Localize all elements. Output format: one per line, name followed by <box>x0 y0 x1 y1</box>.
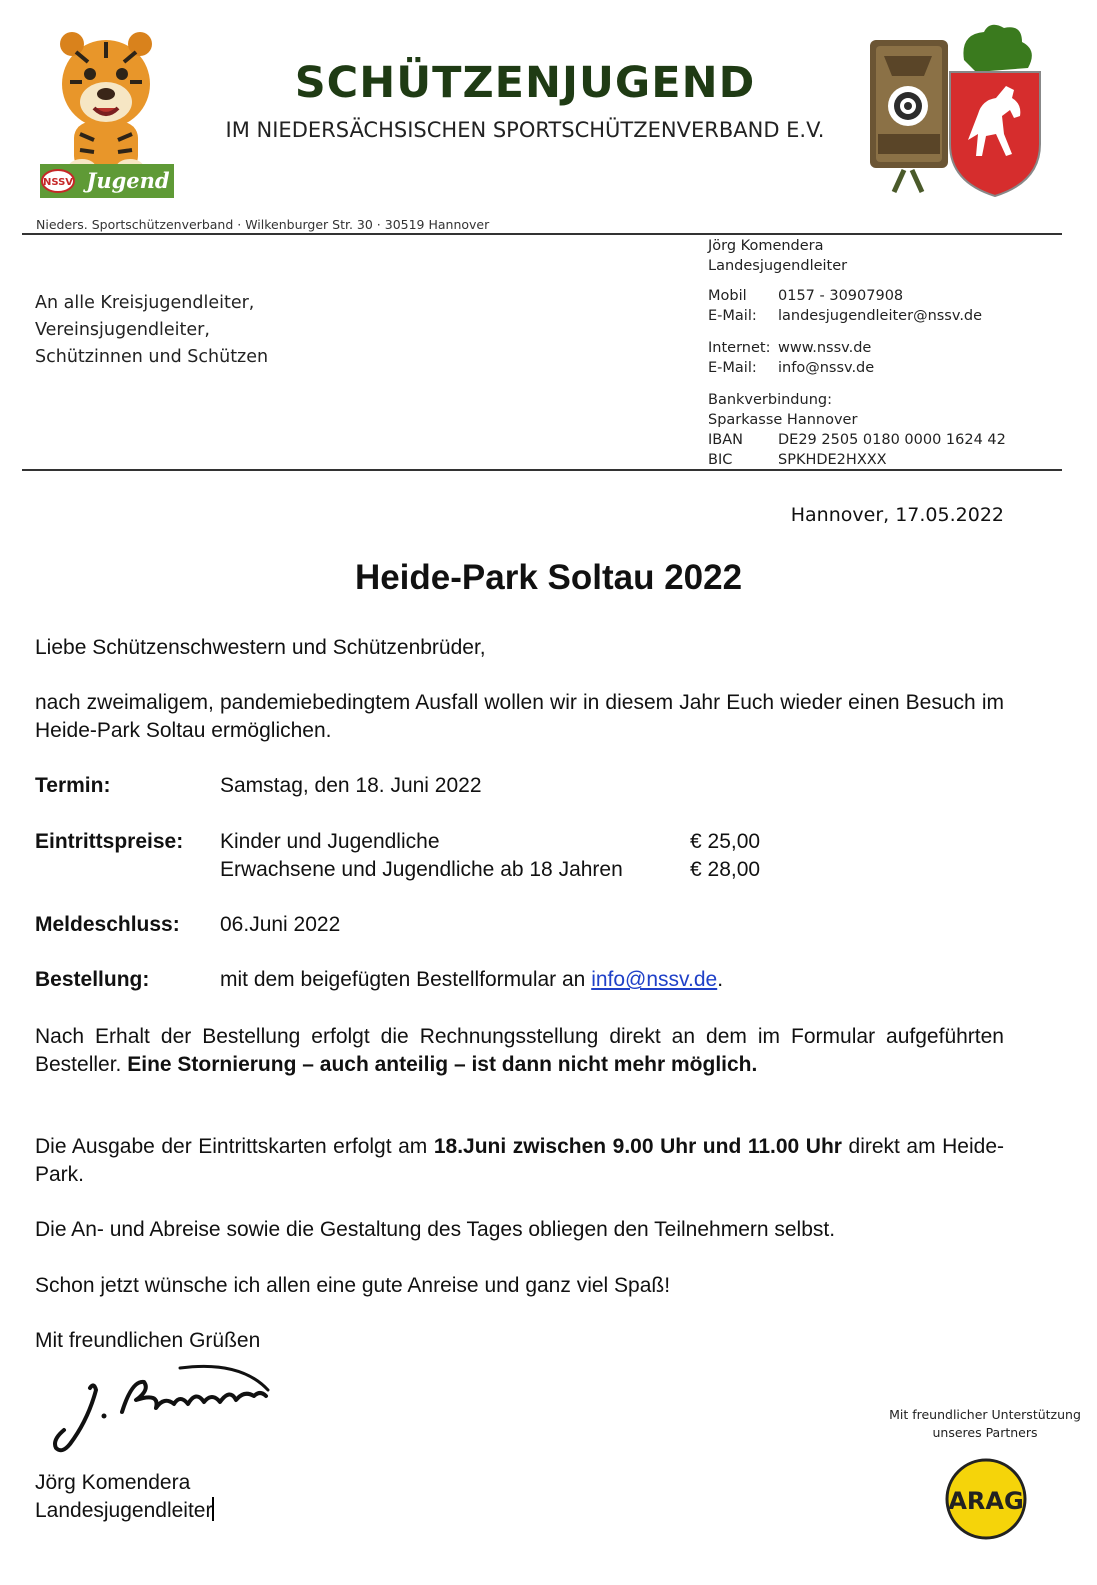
partner-line: Mit freundlicher Unterstützung <box>889 1407 1081 1422</box>
letter-date: Hannover, 17.05.2022 <box>790 504 1004 526</box>
order-value: mit dem beigefügten Bestellformular an info@nssv.de. <box>220 968 724 991</box>
intro-paragraph: nach zweimaligem, pandemiebedingtem Ausfall wollen wir in diesem Jahr Euch wieder einen Besuch im Heide-Park Soltau ermöglichen. <box>35 691 1004 742</box>
signer-role: Landesjugendleiter <box>35 1499 213 1522</box>
deadline-value: 06.Juni 2022 <box>220 913 341 936</box>
contact-divider <box>22 469 1062 471</box>
termin-label: Termin: <box>35 774 111 797</box>
nssv-jugend-logo <box>36 22 178 200</box>
order-email-link[interactable]: info@nssv.de <box>591 968 718 991</box>
bank-bic: BIC SPKHDE2HXXX <box>708 452 887 468</box>
price-item: Kinder und Jugendliche € 25,00 <box>220 830 761 853</box>
wish-paragraph: Schon jetzt wünsche ich allen eine gute Anreise und ganz viel Spaß! <box>35 1274 671 1297</box>
contact-internet: Internet: www.nssv.de <box>708 340 872 356</box>
signer-name: Jörg Komendera <box>35 1471 191 1494</box>
bank-label: Bankverbindung: <box>708 392 832 408</box>
price-item: Erwachsene und Jugendliche ab 18 Jahren € 28,00 <box>220 858 761 881</box>
cancellation-notice: Eine Stornierung – auch anteilig – ist dann nicht mehr möglich. <box>127 1053 758 1076</box>
svg-text:NSSV: NSSV <box>42 177 74 188</box>
organization-subtitle: IM NIEDERSÄCHSISCHEN SPORTSCHÜTZENVERBAND E.V. <box>225 118 825 142</box>
contact-mobil: Mobil 0157 - 30907908 <box>708 288 904 304</box>
order-label: Bestellung: <box>35 968 150 991</box>
letter-heading: Heide-Park Soltau 2022 <box>354 558 743 597</box>
dsb-niedersachsen-logo <box>864 20 1044 198</box>
contact-name: Jörg Komendera <box>708 238 824 254</box>
sender-address-line: Nieders. Sportschützenverband · Wilkenburger Str. 30 · 30519 Hannover <box>36 217 490 232</box>
closing: Mit freundlichen Grüßen <box>35 1329 261 1352</box>
bank-iban: IBAN DE29 2505 0180 0000 1624 42 <box>708 432 1006 448</box>
tickets-time: 18.Juni zwischen 9.00 Uhr und 11.00 Uhr <box>433 1135 842 1158</box>
termin-value: Samstag, den 18. Juni 2022 <box>220 774 482 797</box>
svg-text:ARAG: ARAG <box>948 1487 1024 1515</box>
billing-paragraph: Nach Erhalt der Bestellung erfolgt die Rechnungsstellung direkt an dem im Formular aufgeführten Besteller. Eine Stornierung – auch anteilig – ist dann nicht mehr möglich. <box>35 1025 1004 1076</box>
bank-name: Sparkasse Hannover <box>708 412 858 428</box>
handwritten-signature <box>40 1360 280 1460</box>
tickets-paragraph: Die Ausgabe der Eintrittskarten erfolgt am 18.Juni zwischen 9.00 Uhr und 11.00 Uhr direkt am Heide-Park. <box>35 1135 1005 1186</box>
recipient-line: Vereinsjugendleiter, <box>35 320 210 340</box>
partner-note <box>880 1406 1090 1442</box>
contact-block <box>708 236 1006 470</box>
contact-role: Landesjugendleiter <box>708 258 848 274</box>
arag-logo <box>944 1457 1028 1541</box>
svg-text:Jugend: Jugend <box>86 168 170 193</box>
travel-paragraph: Die An- und Abreise sowie die Gestaltung des Tages obliegen den Teilnehmern selbst. <box>35 1218 836 1241</box>
organization-title: SCHÜTZENJUGEND <box>294 58 756 108</box>
recipients-block <box>35 290 268 371</box>
header-divider <box>22 233 1062 235</box>
prices-label: Eintrittspreise: <box>35 830 184 853</box>
contact-info-email: E-Mail: info@nssv.de <box>708 360 875 376</box>
text-cursor <box>212 1497 214 1521</box>
recipient-line: An alle Kreisjugendleiter, <box>35 293 255 313</box>
contact-email: E-Mail: landesjugendleiter@nssv.de <box>708 308 983 324</box>
recipient-line: Schützinnen und Schützen <box>35 347 269 367</box>
greeting: Liebe Schützenschwestern und Schützenbrüder, <box>35 636 486 659</box>
deadline-label: Meldeschluss: <box>35 913 180 936</box>
partner-line: unseres Partners <box>932 1425 1038 1440</box>
